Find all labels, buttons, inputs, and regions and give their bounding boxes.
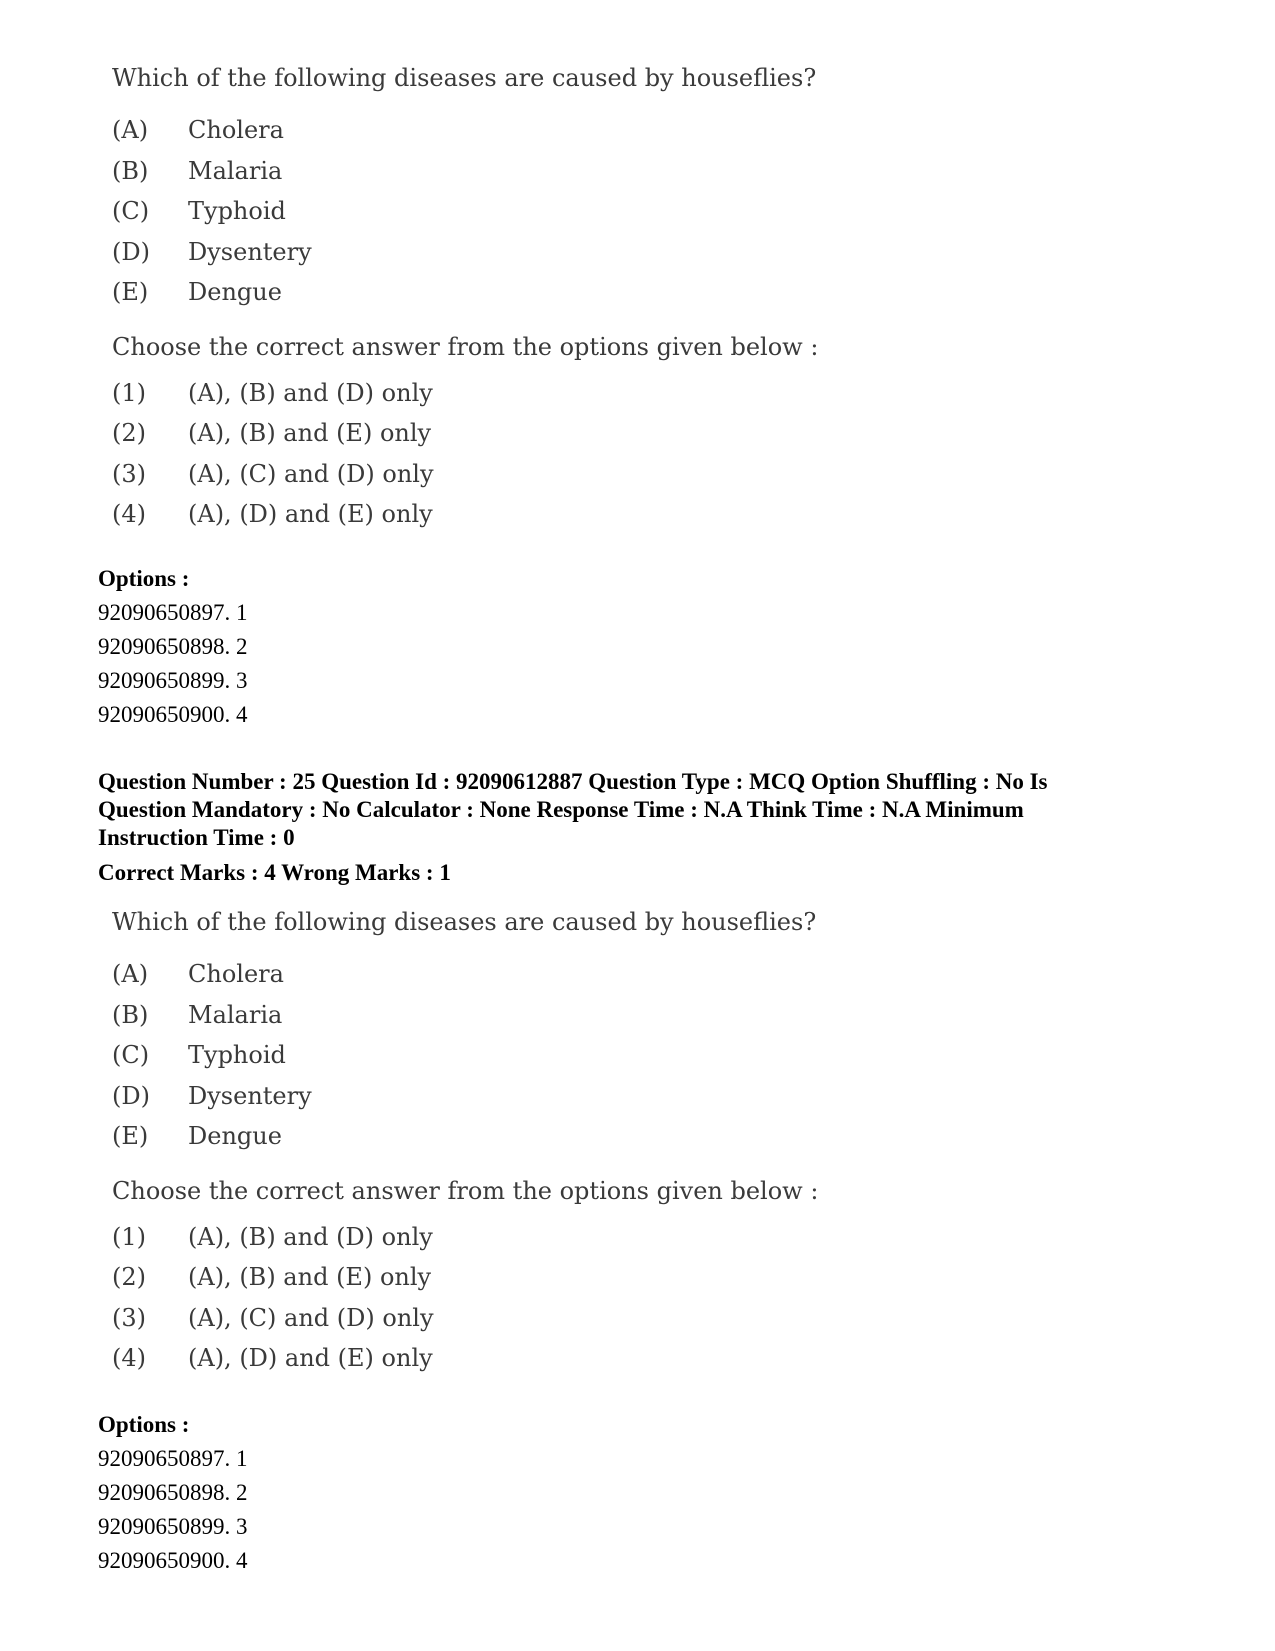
statement-item: (E) Dengue [112,1122,282,1150]
choice-list [112,1217,872,1379]
statement-list [112,110,872,313]
statement-item: (E) Dengue [112,278,282,306]
question-image-2 [112,906,872,1379]
question-stem: Which of the following diseases are caused by houseflies? [112,908,817,936]
options-section-2 [98,1408,1198,1578]
statement-item: (A) Cholera [112,960,284,988]
statement-item: (B) Malaria [112,1000,283,1029]
choice-item: (3) (A), (C) and (D) only [112,459,434,488]
choice-item: (3) (A), (C) and (D) only [112,1303,434,1332]
choice-item: (1) (A), (B) and (D) only [112,378,433,407]
option-line: 92090650897. 1 [98,1446,248,1471]
question-image-1 [112,62,872,535]
options-heading: Options : [98,1412,190,1437]
statement-list [112,954,872,1157]
option-line: 92090650897. 1 [98,600,248,625]
question-header-2 [98,768,1198,890]
choice-item: (2) (A), (B) and (E) only [112,419,432,447]
answer-instruction: Choose the correct answer from the options given below : [112,332,819,361]
question-stem: Which of the following diseases are caused by houseflies? [112,64,817,92]
answer-instruction: Choose the correct answer from the options given below : [112,1176,819,1205]
statement-item: (C) Typhoid [112,1041,286,1069]
question-metadata: Question Number : 25 Question Id : 92090612887 Question Type : MCQ Option Shuffling : No Is Question Mandatory : No Calculator : None Response Time : N.A Think Time : N.A Minimum Instruction Time : 0 [98,769,1048,850]
option-line: 92090650899. 3 [98,1514,248,1539]
choice-item: (4) (A), (D) and (E) only [112,500,433,528]
statement-item: (D) Dysentery [112,1081,312,1110]
choice-item: (4) (A), (D) and (E) only [112,1344,433,1372]
options-section-1 [98,562,1198,732]
choice-item: (1) (A), (B) and (D) only [112,1222,433,1251]
option-line: 92090650898. 2 [98,1480,248,1505]
choice-list [112,373,872,535]
choice-item: (2) (A), (B) and (E) only [112,1263,432,1291]
statement-item: (C) Typhoid [112,197,286,225]
option-line: 92090650899. 3 [98,668,248,693]
option-line: 92090650900. 4 [98,1548,248,1573]
marks-line: Correct Marks : 4 Wrong Marks : 1 [98,860,451,885]
statement-item: (A) Cholera [112,116,284,144]
statement-item: (B) Malaria [112,156,283,185]
option-line: 92090650898. 2 [98,634,248,659]
option-line: 92090650900. 4 [98,702,248,727]
options-heading: Options : [98,566,190,591]
statement-item: (D) Dysentery [112,237,312,266]
